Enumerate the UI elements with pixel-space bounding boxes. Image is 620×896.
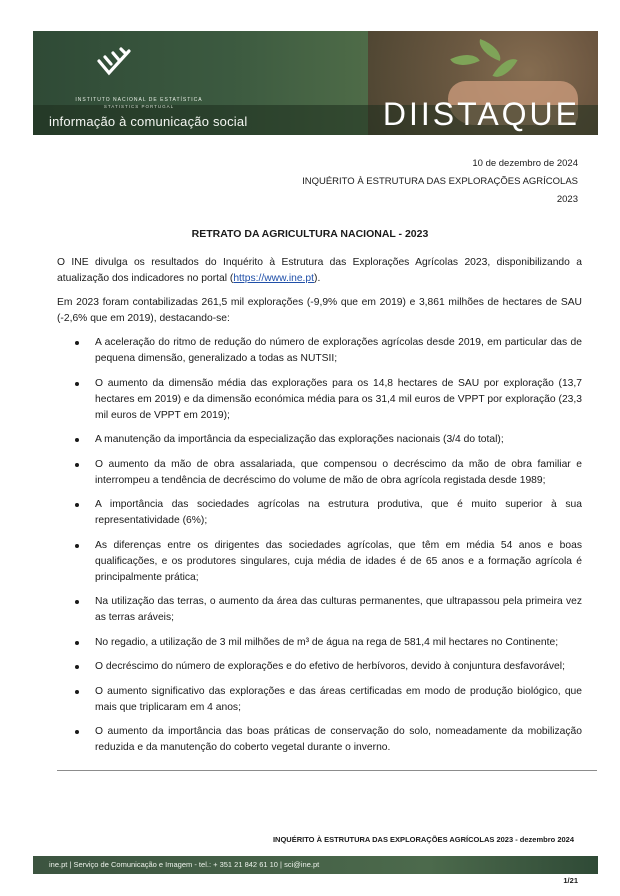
highlight-text: As diferenças entre os dirigentes das sociedades agrícolas, que têm em média 54 anos e boas qualificações, e os produtores singulares, cuja média de idades é de 65 anos e a formação agrícola é principalmente prática;	[95, 539, 582, 583]
highlight-item	[57, 724, 582, 756]
document-body	[57, 255, 582, 765]
intro-text-end: ).	[314, 273, 321, 284]
bullet-icon	[75, 438, 79, 442]
footer-contacts: ine.pt | Serviço de Comunicação e Imagem - tel.: + 351 21 842 61 10 | sci@ine.pt	[49, 860, 320, 869]
highlights-list	[57, 335, 582, 756]
intro-paragraph	[57, 255, 582, 287]
header-banner	[33, 31, 598, 135]
document-title: RETRATO DA AGRICULTURA NACIONAL - 2023	[191, 228, 429, 240]
bullet-icon	[75, 463, 79, 467]
bullet-icon	[75, 382, 79, 386]
logo-name: INSTITUTO NACIONAL DE ESTATÍSTICA	[75, 97, 203, 103]
banner-tagline: informação à comunicação social	[49, 114, 248, 129]
highlight-item	[57, 432, 582, 448]
highlight-text: A manutenção da importância da especialização das explorações nacionais (3/4 do total);	[95, 434, 504, 445]
highlight-text: O aumento significativo das explorações e das áreas certificadas em modo de produção biológico, que mais que triplicaram em 4 anos;	[95, 685, 582, 713]
survey-year: 2023	[556, 194, 578, 205]
bullet-icon	[75, 730, 79, 734]
bullet-icon	[75, 544, 79, 548]
logo-subtitle: STATISTICS PORTUGAL	[103, 104, 175, 109]
destaque-brand: DIISTAQUE	[382, 96, 580, 132]
summary-paragraph: Em 2023 foram contabilizadas 261,5 mil explorações (-9,9% que em 2019) e 3,861 milhões de hectares de SAU (-2,6% que em 2019), destacando-se:	[57, 297, 582, 324]
highlight-text: O aumento da mão de obra assalariada, que compensou o decréscimo da mão de obra familiar e interrompeu a tendência de decréscimo do volume de mão de obra agrícola registada desde 1989;	[95, 458, 582, 486]
highlight-text: O decréscimo do número de explorações e do efetivo de herbívoros, devido à conjuntura desfavorável;	[95, 661, 565, 672]
highlight-text: A importância das sociedades agrícolas na estrutura produtiva, que é muito superior à sua representatividade (6%);	[95, 499, 582, 526]
highlight-item	[57, 594, 582, 626]
bullet-icon	[75, 503, 79, 507]
bullet-icon	[75, 665, 79, 669]
highlight-text: O aumento da dimensão média das explorações para os 14,8 hectares de SAU por exploração (13,7 hectares em 2019) e da dimensão económica média para os 31,4 mil euros de VPPT por exploração (23,3 mil euros de VPPT em 2019);	[95, 377, 582, 421]
highlight-item	[57, 635, 582, 651]
intro-text: O INE divulga os resultados do Inquérito à Estrutura das Explorações Agrícolas 2023, disponibilizando a atualização dos indicadores no portal (	[57, 257, 582, 284]
survey-name: INQUÉRITO À ESTRUTURA DAS EXPLORAÇÕES AGRÍCOLAS	[302, 176, 578, 187]
highlight-text: O aumento da importância das boas práticas de conservação do solo, nomeadamente da mobilização reduzida e da manutenção do coberto vegetal durante o inverno.	[95, 726, 582, 753]
bullet-icon	[75, 641, 79, 645]
divider	[57, 770, 597, 771]
ine-portal-link[interactable]: https://www.ine.pt	[233, 273, 315, 284]
highlight-text: No regadio, a utilização de 3 mil milhões de m³ de água na rega de 581,4 mil hectares no Continente;	[95, 636, 559, 648]
highlight-item	[57, 538, 582, 586]
bullet-icon	[75, 600, 79, 604]
page-number: 1/21	[563, 876, 578, 885]
bullet-icon	[75, 690, 79, 694]
highlight-text: A aceleração do ritmo de redução do número de explorações agrícolas desde 2019, em particular das de pequena dimensão, generalizado a todas as NUTSII;	[95, 337, 582, 364]
highlight-item	[57, 659, 582, 675]
footer-bar	[33, 856, 598, 874]
highlight-item	[57, 457, 582, 489]
highlight-item	[57, 376, 582, 424]
highlight-text: Na utilização das terras, o aumento da área das culturas permanentes, que ultrapassou pela primeira vez as terras aráveis;	[95, 596, 582, 623]
highlight-item	[57, 684, 582, 716]
ine-logo-icon	[93, 43, 137, 87]
bullet-icon	[75, 341, 79, 345]
release-date: 10 de dezembro de 2024	[472, 158, 578, 169]
footer-reference: INQUÉRITO À ESTRUTURA DAS EXPLORAÇÕES AGRÍCOLAS 2023 - dezembro 2024	[272, 835, 574, 844]
highlight-item	[57, 497, 582, 529]
highlight-item	[57, 335, 582, 367]
